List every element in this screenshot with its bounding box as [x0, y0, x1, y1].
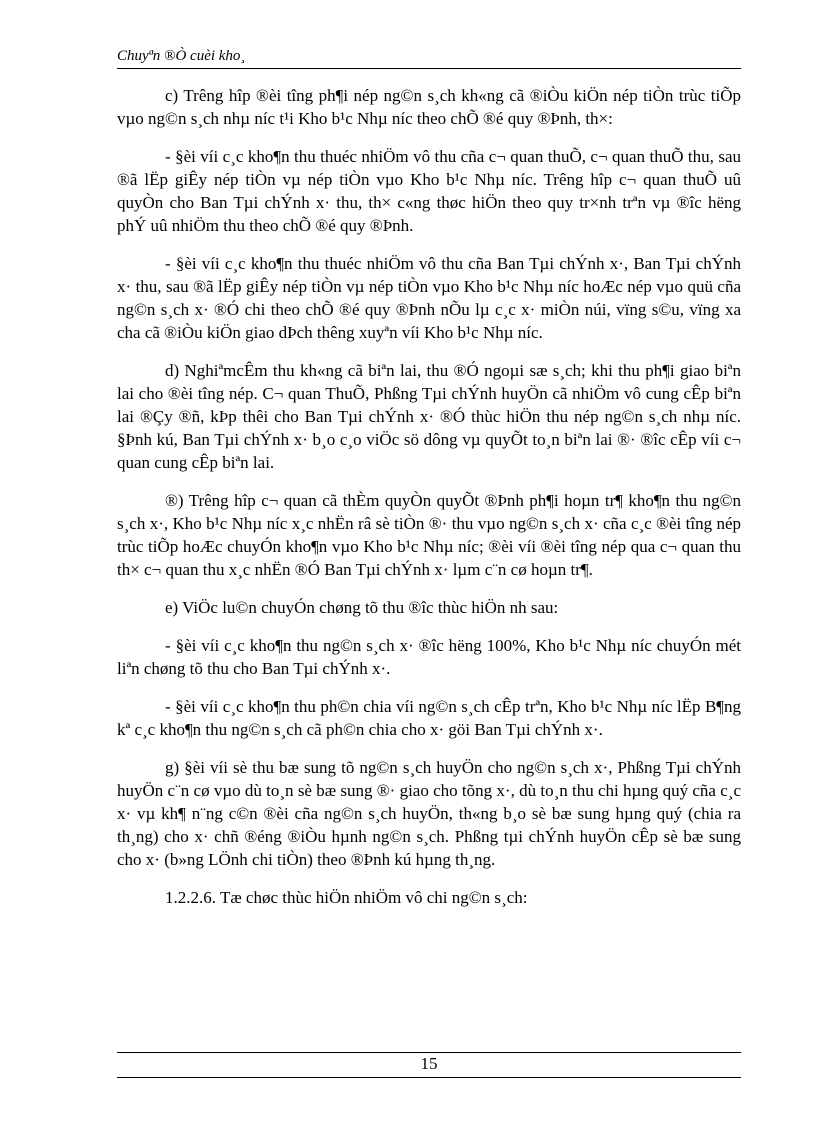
page-number: 15 [420, 1054, 438, 1073]
paragraph-tax-agency: - §èi víi c¸c kho¶n thu thuéc nhiÖm vô thu cña c¬ quan thuÕ, c¬ quan thuÕ thu, sau ®ã lËp giÊy nép tiÒn vµ nép tiÒn vµo Kho b¹c Nhµ níc. Trêng hîp c¬ quan thuÕ uû quyÒn cho Ban Tµi chÝnh x· thu, th× c«ng thøc hiÖn theo quy tr×nh trªn vµ ®îc hëng phÝ uû nhiÖm thu theo chÕ ®é quy ®Þnh. [117, 147, 741, 235]
paragraph-g: g) §èi víi sè thu bæ sung tõ ng©n s¸ch huyÖn cho ng©n s¸ch x·, Phßng Tµi chÝnh huyÖn c¨n cø vµo dù to¸n sè bæ sung ®· giao cho tõng x·, dù to¸n thu chi hµng quý cña c¸c x· vµ kh¶ n¨ng c©n ®èi cña ng©n s¸ch huyÖn, th«ng b¸o sè bæ sung hµng quý (chia ra th¸ng) cho x· chñ ®éng ®iÒu hµnh ng©n s¸ch. Phßng tµi chÝnh huyÖn cÊp sè bæ sung cho x· (b»ng LÖnh chi tiÒn) theo ®Þnh kú hµng th¸ng. [117, 758, 741, 869]
paragraph-d: d) NghiªmcÊm thu kh«ng cã biªn lai, thu ®Ó ngoµi sæ s¸ch; khi thu ph¶i giao biªn lai cho ®èi tîng nép. C¬ quan ThuÕ, Phßng Tµi chÝnh huyÖn cã nhiÖm vô cung cÊp biªn lai ®Çy ®ñ, kÞp thêi cho Ban Tµi chÝnh x· ®Ó thùc hiÖn thu nép ng©n s¸ch nhµ níc. §Þnh kú, Ban Tµi chÝnh x· b¸o c¸o viÖc sö dông vµ quyÕt to¸n biªn lai ®· ®îc cÊp víi c¬ quan cung cÊp biªn lai. [117, 361, 741, 472]
document-body [117, 84, 741, 909]
paragraph-e: e) ViÖc lu©n chuyÓn chøng tõ thu ®îc thùc hiÖn nh sau: [165, 598, 559, 617]
header-rule [117, 68, 741, 69]
running-header: Chuyªn ®Ò cuèi kho¸ [117, 48, 246, 64]
paragraph-dd: ®) Trêng hîp c¬ quan cã thÈm quyÒn quyÕt ®Þnh ph¶i hoµn tr¶ kho¶n thu ng©n s¸ch x·, Kho b¹c Nhµ níc x¸c nhËn râ sè tiÒn ®· thu vµo ng©n s¸ch x· cña c¸c ®èi tîng nép trùc tiÕp hoÆc chuyÓn kho¶n vµo Kho b¹c Nhµ níc; ®èi víi ®èi tîng nép qua c¬ quan thu th× c¬ quan thu x¸c nhËn ®Ó Ban Tµi chÝnh x· lµm c¨n cø hoµn tr¶. [117, 491, 741, 579]
footer-rule [117, 1052, 741, 1053]
paragraph-e-shared: - §èi víi c¸c kho¶n thu ph©n chia víi ng©n s¸ch cÊp trªn, Kho b¹c Nhµ níc lËp B¶ng kª c¸c kho¶n thu ng©n s¸ch cã ph©n chia cho x· göi Ban Tµi chÝnh x·. [117, 697, 741, 739]
paragraph-e-100: - §èi víi c¸c kho¶n thu ng©n s¸ch x· ®îc hëng 100%, Kho b¹c Nhµ níc chuyÓn mét liªn chøng tõ thu cho Ban Tµi chÝnh x·. [117, 636, 741, 678]
section-heading: 1.2.2.6. Tæ chøc thùc hiÖn nhiÖm vô chi ng©n s¸ch: [165, 888, 528, 907]
footer-rule-bottom [117, 1077, 741, 1078]
paragraph-c: c) Trêng hîp ®èi tîng ph¶i nép ng©n s¸ch kh«ng cã ®iÒu kiÖn nép tiÒn trùc tiÕp vµo ng©n s¸ch nhµ níc t¹i Kho b¹c Nhµ níc theo chÕ ®é quy ®Þnh, th×: [117, 86, 741, 128]
paragraph-commune-finance: - §èi víi c¸c kho¶n thu thuéc nhiÖm vô thu cña Ban Tµi chÝnh x·, Ban Tµi chÝnh x· thu, sau ®ã lËp giÊy nép tiÒn vµ nép tiÒn vµo Kho b¹c Nhµ níc hoÆc nép vµo quü cña ng©n s¸ch x· ®Ó chi theo chÕ ®é quy ®Þnh nÕu lµ c¸c x· miÒn núi, vïng s©u, vïng xa cha cã ®iÒu kiÖn giao dÞch thêng xuyªn víi Kho b¹c Nhµ níc. [117, 254, 741, 342]
